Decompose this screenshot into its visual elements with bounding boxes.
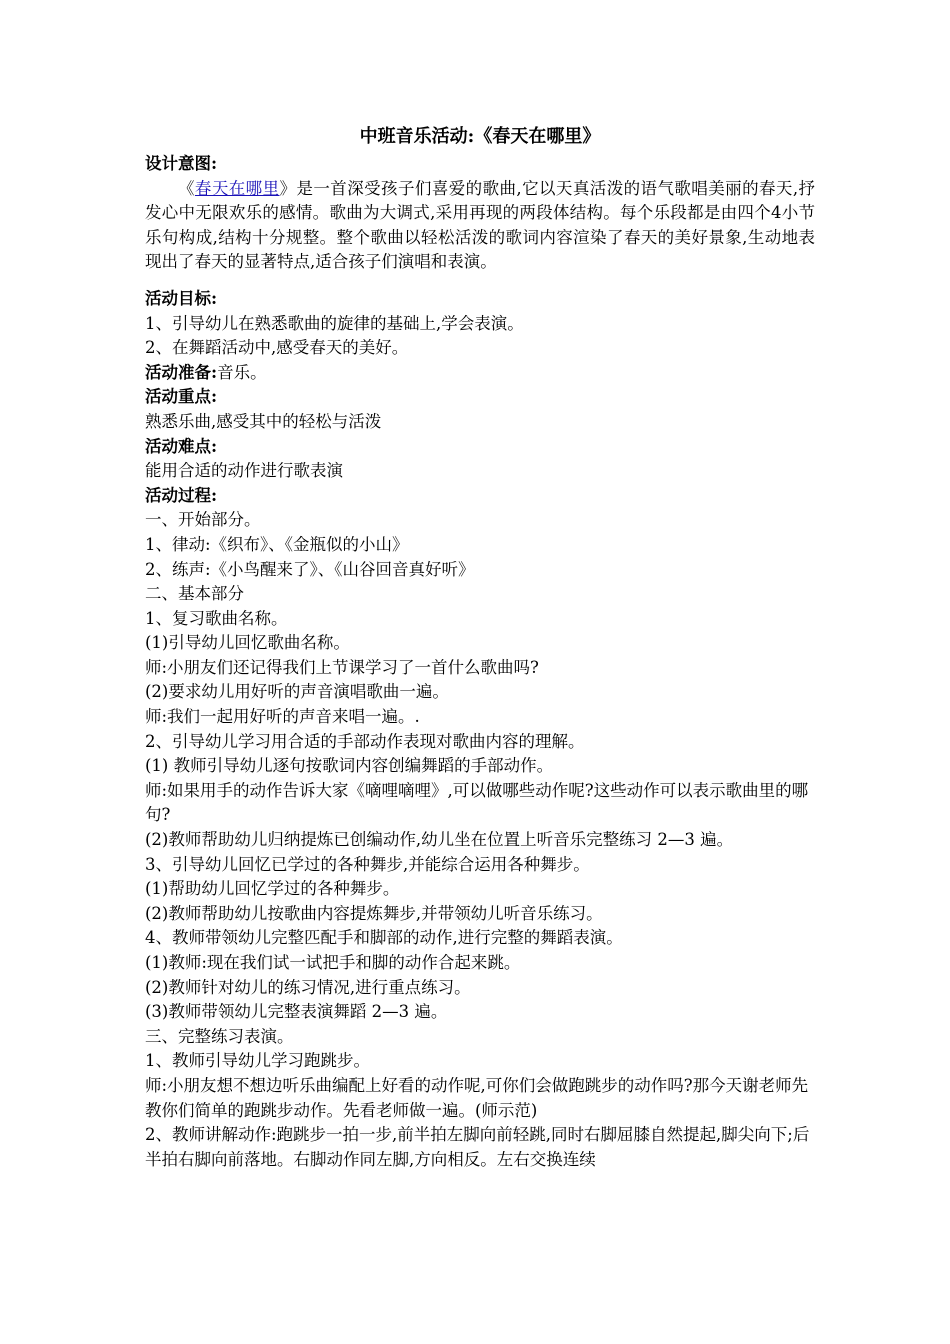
process-line: 二、基本部分 [145, 584, 244, 604]
difficulties-heading: 活动难点: [145, 436, 218, 456]
goal-item: 2、在舞蹈活动中,感受春天的美好。 [145, 338, 409, 358]
process-heading: 活动过程: [145, 485, 218, 505]
preparation-heading: 活动准备: [145, 362, 218, 382]
process-line: (3)教师带领幼儿完整表演舞蹈 2—3 遍。 [145, 1002, 448, 1022]
process-line: 师:小朋友们还记得我们上节课学习了一首什么歌曲吗? [145, 657, 539, 677]
process-line: 1、教师引导幼儿学习跑跳步。 [145, 1051, 370, 1071]
process-line: 师:我们一起用好听的声音来唱一遍。. [145, 707, 420, 727]
document-page [145, 124, 815, 1172]
process-line: (2)教师帮助幼儿按歌曲内容提炼舞步,并带领幼儿听音乐练习。 [145, 903, 603, 923]
process-line: (2)教师帮助幼儿归纳提炼已创编动作,幼儿坐在位置上听音乐完整练习 2—3 遍。 [145, 830, 734, 850]
process-line: (2)要求幼儿用好听的声音演唱歌曲一遍。 [145, 682, 449, 702]
difficulties-text: 能用合适的动作进行歌表演 [145, 461, 343, 481]
process-line: (1)帮助幼儿回忆学过的各种舞步。 [145, 879, 400, 899]
preparation-text: 音乐。 [217, 362, 267, 382]
key-points-text: 熟悉乐曲,感受其中的轻松与活泼 [145, 411, 382, 431]
process-line: (1)教师:现在我们试一试把手和脚的动作合起来跳。 [145, 953, 521, 972]
goal-item: 1、引导幼儿在熟悉歌曲的旋律的基础上,学会表演。 [145, 313, 524, 333]
process-line: 一、开始部分。 [145, 510, 261, 530]
key-points-heading: 活动重点: [145, 387, 218, 407]
song-link[interactable]: 春天在哪里 [194, 178, 280, 198]
process-line: 师:小朋友想不想边听乐曲编配上好看的动作呢,可你们会做跑跳步的动作吗?那今天谢老师先教你们简单的跑跳步动作。先看老师做一遍。(师示范) [145, 1075, 809, 1120]
page-title: 中班音乐活动:《春天在哪里》 [359, 126, 601, 147]
process-line: 3、引导幼儿回忆已学过的各种舞步,并能综合运用各种舞步。 [145, 854, 590, 874]
design-intent-paragraph [145, 177, 815, 275]
process-line: 4、教师带领幼儿完整匹配手和脚部的动作,进行完整的舞蹈表演。 [145, 928, 623, 948]
process-line: 2、教师讲解动作:跑跳步一拍一步,前半拍左脚向前轻跳,同时右脚屈膝自然提起,脚尖向下;后半拍右脚向前落地。右脚动作同左脚,方向相反。左右交换连续 [145, 1125, 810, 1169]
process-line: 三、完整练习表演。 [145, 1026, 294, 1046]
process-line: 2、练声:《小鸟醒来了》、《山谷回音真好听》 [145, 559, 475, 579]
process-line: (1) 教师引导幼儿逐句按歌词内容创编舞蹈的手部动作。 [145, 756, 554, 776]
process-line: 1、律动:《织布》、《金瓶似的小山》 [145, 534, 409, 554]
process-line: (1)引导幼儿回忆歌曲名称。 [145, 633, 350, 653]
design-intent-body: 》是一首深受孩子们喜爱的歌曲,它以天真活泼的语气歌唱美丽的春天,抒发心中无限欢乐的感情。歌曲为大调式,采用再现的两段体结构。每个乐段都是由四个4小节乐句构成,结构十分规整。整个歌曲以轻松活泼的歌词内容渲染了春天的美好景象,生动地表现出了春天的显著特点,适合孩子们演唱和表演。 [145, 178, 815, 272]
process-line: (2)教师针对幼儿的练习情况,进行重点练习。 [145, 977, 471, 997]
design-intent-heading: 设计意图: [145, 154, 218, 173]
quote-open: 《 [178, 178, 195, 198]
goals-heading: 活动目标: [145, 288, 218, 308]
process-line: 师:如果用手的动作告诉大家《嘀哩嘀哩》,可以做哪些动作呢?这些动作可以表示歌曲里的哪句? [145, 780, 809, 825]
process-line: 1、复习歌曲名称。 [145, 608, 288, 628]
preparation-row [145, 361, 815, 386]
process-line: 2、引导幼儿学习用合适的手部动作表现对歌曲内容的理解。 [145, 731, 585, 751]
